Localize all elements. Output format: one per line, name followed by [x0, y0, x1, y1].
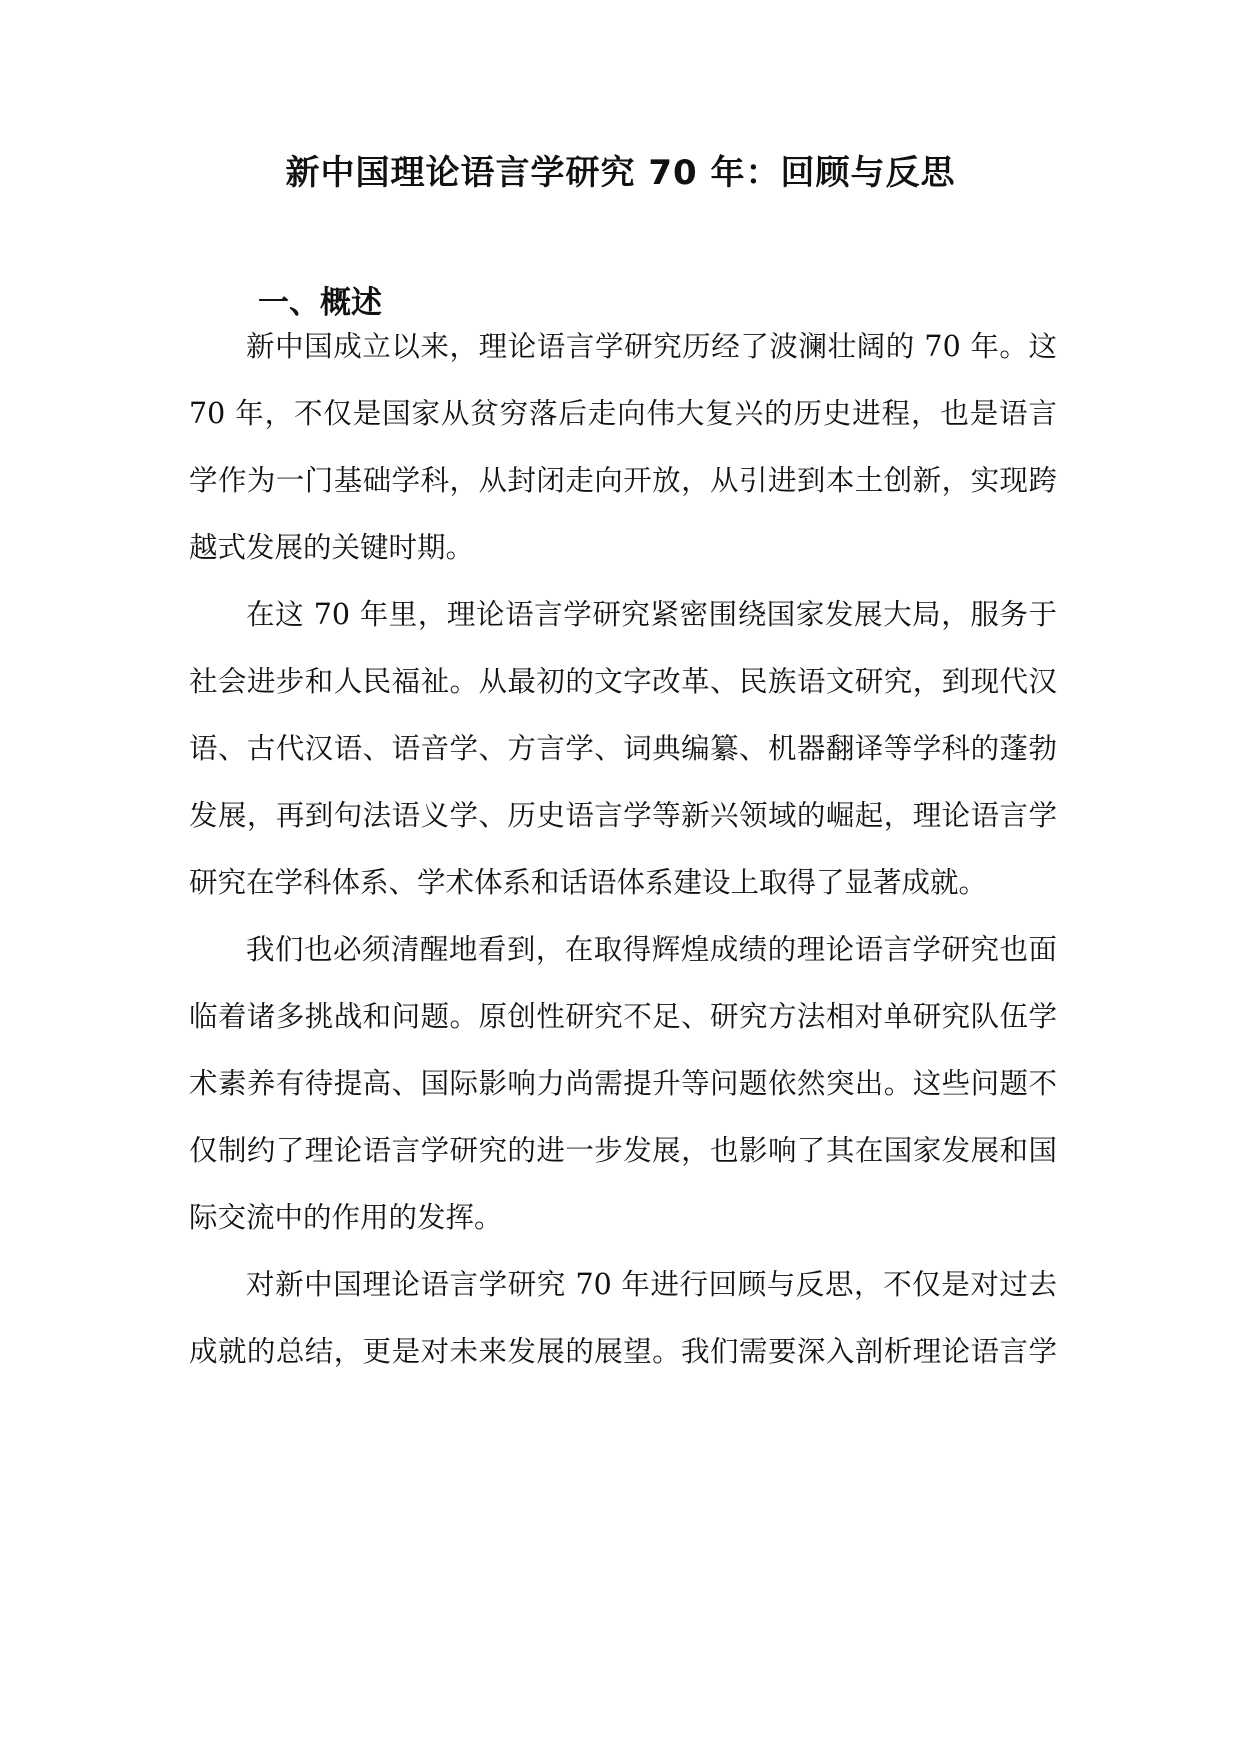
paragraph-2-line-4: 发展，再到句法语义学、历史语言学等新兴领域的崛起，理论语言学 [189, 799, 1057, 832]
paragraph-2-line-1: 在这 70 年里，理论语言学研究紧密围绕国家发展大局，服务于 [246, 598, 1057, 631]
paragraph-3-line-2: 临着诸多挑战和问题。原创性研究不足、研究方法相对单研究队伍学 [189, 1000, 1057, 1033]
section-heading: 一、概述 [258, 285, 382, 321]
paragraph-1-line-3: 学作为一门基础学科，从封闭走向开放，从引进到本土创新，实现跨 [189, 464, 1057, 497]
paragraph-3-line-5: 际交流中的作用的发挥。 [189, 1201, 503, 1234]
paragraph-3-line-3: 术素养有待提高、国际影响力尚需提升等问题依然突出。这些问题不 [189, 1067, 1057, 1100]
paragraph-3-line-4: 仅制约了理论语言学研究的进一步发展，也影响了其在国家发展和国 [189, 1134, 1057, 1167]
paragraph-2-line-5: 研究在学科体系、学术体系和话语体系建设上取得了显著成就。 [189, 866, 988, 899]
paragraph-2-line-2: 社会进步和人民福祉。从最初的文字改革、民族语文研究，到现代汉 [189, 665, 1057, 698]
paragraph-3-line-1: 我们也必须清醒地看到，在取得辉煌成绩的理论语言学研究也面 [246, 933, 1057, 966]
paragraph-4-line-2: 成就的总结，更是对未来发展的展望。我们需要深入剖析理论语言学 [189, 1335, 1057, 1368]
paragraph-1-line-2: 70 年，不仅是国家从贫穷落后走向伟大复兴的历史进程，也是语言 [189, 397, 1057, 430]
paragraph-1-line-4: 越式发展的关键时期。 [189, 531, 475, 564]
paragraph-2-line-3: 语、古代汉语、语音学、方言学、词典编纂、机器翻译等学科的蓬勃 [189, 732, 1057, 765]
document-title: 新中国理论语言学研究 70 年：回顾与反思 [285, 153, 956, 193]
paragraph-4-line-1: 对新中国理论语言学研究 70 年进行回顾与反思，不仅是对过去 [246, 1268, 1057, 1301]
paragraph-1-line-1: 新中国成立以来，理论语言学研究历经了波澜壮阔的 70 年。这 [246, 330, 1057, 363]
